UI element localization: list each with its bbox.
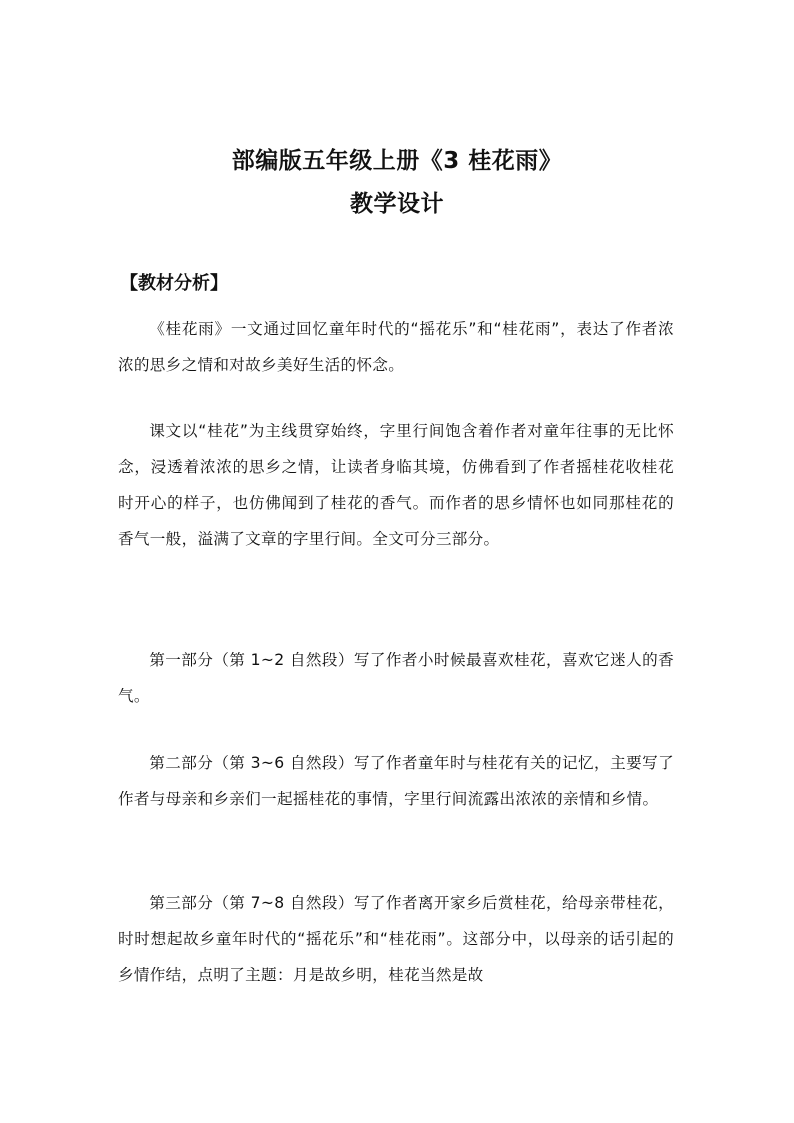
document-subtitle: 教学设计 bbox=[350, 191, 444, 217]
paragraph-part-two: 第二部分（第 3~6 自然段）写了作者童年时与桂花有关的记忆，主要写了作者与母亲和乡亲们一起摇桂花的事情，字里行间流露出浓浓的亲情和乡情。 bbox=[118, 754, 674, 808]
section-heading-textbook-analysis: 【教材分析】 bbox=[120, 273, 228, 294]
paragraph-part-three: 第三部分（第 7~8 自然段）写了作者离开家乡后赏桂花，给母亲带桂花，时时想起故乡童年时代的“摇花乐”和“桂花雨”。这部分中，以母亲的话引起的乡情作结，点明了主题：月是故乡明，桂花当然是故 bbox=[118, 894, 674, 984]
document-title: 部编版五年级上册《3 桂花雨》 bbox=[231, 148, 563, 174]
paragraph-intro: 《桂花雨》一文通过回忆童年时代的“摇花乐”和“桂花雨”，表达了作者浓浓的思乡之情和对故乡美好生活的怀念。 bbox=[118, 320, 674, 374]
paragraph-part-one: 第一部分（第 1~2 自然段）写了作者小时候最喜欢桂花，喜欢它迷人的香气。 bbox=[118, 651, 674, 705]
paragraph-overview: 课文以“桂花”为主线贯穿始终，字里行间饱含着作者对童年往事的无比怀念，浸透着浓浓的思乡之情，让读者身临其境，仿佛看到了作者摇桂花收桂花时开心的样子，也仿佛闻到了桂花的香气。而作者的思乡情怀也如同那桂花的香气一般，溢满了文章的字里行间。全文可分三部分。 bbox=[118, 422, 674, 548]
